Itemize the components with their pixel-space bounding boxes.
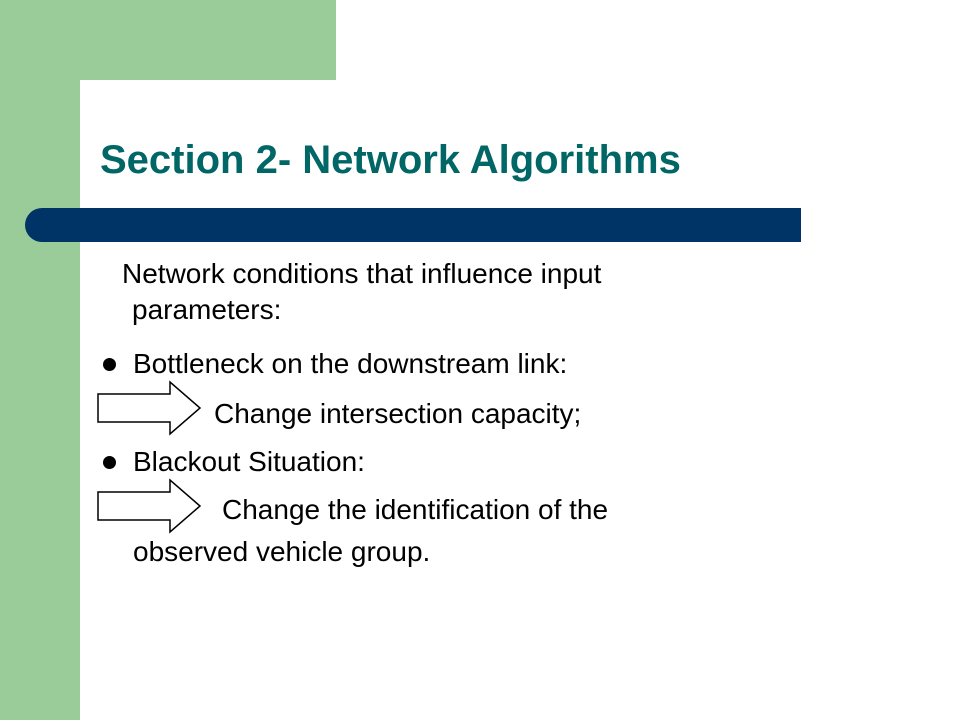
- bullet-dot-icon: [103, 358, 116, 371]
- bullet-item-2: Blackout Situation:: [133, 446, 365, 477]
- green-sidebar-strip: [0, 0, 80, 720]
- intro-text-line-2: parameters:: [132, 294, 282, 325]
- intro-text-line-1: Network conditions that influence input: [122, 258, 602, 289]
- bullet-dot-icon: [103, 456, 116, 469]
- bullet-item-1: Bottleneck on the downstream link:: [133, 348, 568, 379]
- green-top-band: [0, 0, 336, 80]
- result-text-2-line-1: Change the identification of the: [222, 494, 609, 525]
- result-text-2-line-2: observed vehicle group.: [133, 536, 431, 567]
- right-arrow-icon: [96, 478, 204, 534]
- right-arrow-icon: [96, 380, 204, 436]
- title-underline-bar: [25, 208, 801, 242]
- slide-title: Section 2- Network Algorithms: [100, 138, 681, 182]
- result-text-1: Change intersection capacity;: [214, 398, 582, 429]
